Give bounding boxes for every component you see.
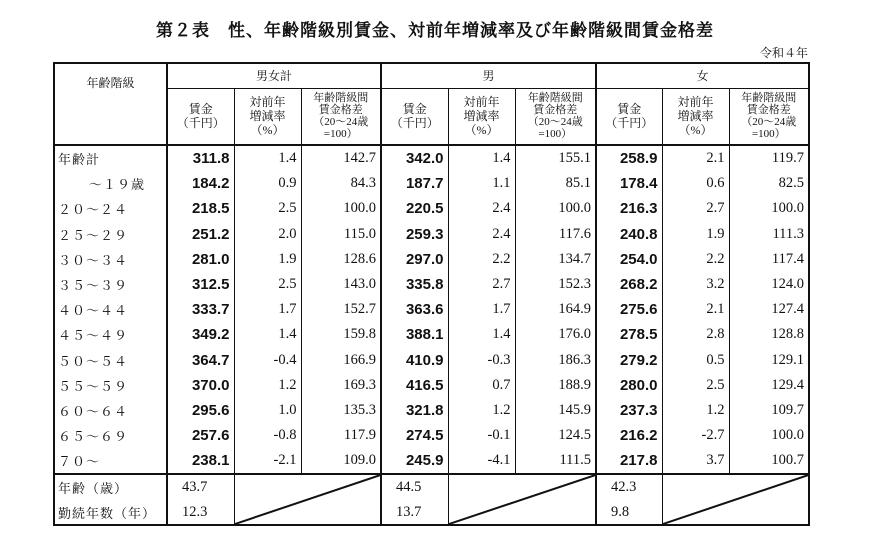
age-label: ２０〜２４ xyxy=(54,196,167,221)
wage-gap-male: 176.0 xyxy=(515,322,596,347)
wage-header-unit: （千円） xyxy=(605,116,654,131)
header-text-line: （20〜24歳 xyxy=(313,116,369,129)
change-rate-both: 1.2 xyxy=(234,373,301,398)
age-label: ３０〜３４ xyxy=(54,247,167,272)
wage-both: 311.8 xyxy=(167,145,234,171)
wage-header-male xyxy=(381,88,448,145)
change-rate-female: 2.7 xyxy=(662,196,729,221)
wage-both: 349.2 xyxy=(167,322,234,347)
footer-value-female: 9.8 xyxy=(596,500,662,526)
table-row xyxy=(54,448,809,474)
table-row xyxy=(54,373,809,398)
change-rate-female: 2.2 xyxy=(662,247,729,272)
change-rate-both: -2.1 xyxy=(234,448,301,474)
footer-value-male: 44.5 xyxy=(381,474,448,500)
change-rate-female: 1.2 xyxy=(662,398,729,423)
change-header-male xyxy=(448,88,515,145)
age-label: ５５〜５９ xyxy=(54,373,167,398)
gap-header-female xyxy=(729,88,809,145)
wage-female: 240.8 xyxy=(596,222,662,247)
footer-value-both: 12.3 xyxy=(167,500,234,526)
wage-gap-female: 119.7 xyxy=(729,145,809,171)
header-text-line: 増減率 xyxy=(677,109,714,124)
wage-both: 333.7 xyxy=(167,297,234,322)
footer-value-both: 43.7 xyxy=(167,474,234,500)
wage-gap-female: 111.3 xyxy=(729,222,809,247)
wage-gap-female: 100.7 xyxy=(729,448,809,474)
diagonal-line xyxy=(449,475,596,524)
change-rate-both: 0.9 xyxy=(234,171,301,196)
wage-gap-male: 100.0 xyxy=(515,196,596,221)
age-label: 年齢計 xyxy=(54,145,167,171)
diagonal-blank-cell xyxy=(448,474,596,525)
wage-gap-both: 109.0 xyxy=(301,448,381,474)
change-rate-male: 2.2 xyxy=(448,247,515,272)
change-rate-female: 2.1 xyxy=(662,297,729,322)
change-rate-male: 1.7 xyxy=(448,297,515,322)
wage-male: 187.7 xyxy=(381,171,448,196)
wage-header-unit: （千円） xyxy=(176,116,225,131)
change-rate-female: 3.7 xyxy=(662,448,729,474)
wage-female: 268.2 xyxy=(596,272,662,297)
header-text-line: 賃金格差 xyxy=(746,104,791,117)
wage-gap-female: 117.4 xyxy=(729,247,809,272)
wage-gap-both: 128.6 xyxy=(301,247,381,272)
wage-gap-male: 145.9 xyxy=(515,398,596,423)
wage-gap-female: 100.0 xyxy=(729,196,809,221)
diagonal-blank-cell xyxy=(662,474,809,525)
header-text-line: 対前年 xyxy=(249,95,286,110)
wage-male: 297.0 xyxy=(381,247,448,272)
wage-both: 257.6 xyxy=(167,423,234,448)
change-rate-male: 2.4 xyxy=(448,222,515,247)
wage-gap-both: 84.3 xyxy=(301,171,381,196)
age-label: 〜１９歳 xyxy=(54,171,167,196)
wage-gap-male: 188.9 xyxy=(515,373,596,398)
change-rate-both: 1.4 xyxy=(234,145,301,171)
wage-male: 416.5 xyxy=(381,373,448,398)
wage-male: 245.9 xyxy=(381,448,448,474)
wage-female: 275.6 xyxy=(596,297,662,322)
header-text-line: 対前年 xyxy=(677,95,714,110)
wage-male: 342.0 xyxy=(381,145,448,171)
wage-gap-both: 143.0 xyxy=(301,272,381,297)
wage-header-line: 賃金 xyxy=(617,102,642,117)
age-label: ５０〜５４ xyxy=(54,348,167,373)
wage-gap-both: 135.3 xyxy=(301,398,381,423)
wage-female: 216.3 xyxy=(596,196,662,221)
wage-male: 259.3 xyxy=(381,222,448,247)
header-text-line: 年齢階級間 xyxy=(313,92,369,105)
wage-header-both xyxy=(167,88,234,145)
wage-male: 220.5 xyxy=(381,196,448,221)
wage-both: 184.2 xyxy=(167,171,234,196)
change-rate-both: -0.4 xyxy=(234,348,301,373)
wage-both: 281.0 xyxy=(167,247,234,272)
header-text-line: 増減率 xyxy=(249,109,286,124)
change-rate-male: 1.4 xyxy=(448,322,515,347)
header-text-line: 賃金格差 xyxy=(318,104,363,117)
change-rate-both: 1.0 xyxy=(234,398,301,423)
wage-female: 279.2 xyxy=(596,348,662,373)
wage-female: 254.0 xyxy=(596,247,662,272)
wage-gap-both: 115.0 xyxy=(301,222,381,247)
header-text-line: （%） xyxy=(464,123,499,138)
wage-gap-both: 100.0 xyxy=(301,196,381,221)
wage-header-female xyxy=(596,88,662,145)
wage-male: 388.1 xyxy=(381,322,448,347)
age-label: ７０〜 xyxy=(54,448,167,474)
wage-gap-male: 85.1 xyxy=(515,171,596,196)
change-rate-both: 1.7 xyxy=(234,297,301,322)
wage-female: 217.8 xyxy=(596,448,662,474)
wage-male: 335.8 xyxy=(381,272,448,297)
age-label: ２５〜２９ xyxy=(54,222,167,247)
change-rate-male: 0.7 xyxy=(448,373,515,398)
table-row xyxy=(54,398,809,423)
change-rate-male: 1.1 xyxy=(448,171,515,196)
table-row xyxy=(54,196,809,221)
table-row xyxy=(54,348,809,373)
age-class-header: 年齢階級 xyxy=(54,63,167,145)
wage-gap-male: 111.5 xyxy=(515,448,596,474)
change-rate-male: 2.7 xyxy=(448,272,515,297)
wage-both: 312.5 xyxy=(167,272,234,297)
table-row xyxy=(54,171,809,196)
wage-male: 274.5 xyxy=(381,423,448,448)
change-rate-female: 2.5 xyxy=(662,373,729,398)
wage-gap-female: 127.4 xyxy=(729,297,809,322)
wage-gap-female: 128.8 xyxy=(729,322,809,347)
diagonal-blank-cell xyxy=(234,474,381,525)
change-rate-female: 0.6 xyxy=(662,171,729,196)
era-label: 令和４年 xyxy=(759,46,808,60)
group-header-female: 女 xyxy=(596,63,809,88)
age-label: ４５〜４９ xyxy=(54,322,167,347)
change-rate-female: -2.7 xyxy=(662,423,729,448)
change-rate-female: 1.9 xyxy=(662,222,729,247)
wage-both: 295.6 xyxy=(167,398,234,423)
diagonal-line xyxy=(663,475,809,524)
header-text-line: 年齢階級間 xyxy=(527,92,583,105)
header-text-line: （20〜24歳 xyxy=(741,116,797,129)
table-row xyxy=(54,145,809,171)
wage-gap-female: 100.0 xyxy=(729,423,809,448)
change-header-both xyxy=(234,88,301,145)
table-row xyxy=(54,247,809,272)
gap-header-male xyxy=(515,88,596,145)
wage-both: 251.2 xyxy=(167,222,234,247)
table-title: 第２表 性、年齢階級別賃金、対前年増減率及び年齢階級間賃金格差 xyxy=(156,21,714,40)
footer-value-female: 42.3 xyxy=(596,474,662,500)
gap-header-both xyxy=(301,88,381,145)
footer-label: 年齢（歳） xyxy=(54,474,167,500)
footer-value-male: 13.7 xyxy=(381,500,448,526)
diagonal-line xyxy=(235,475,381,524)
change-rate-both: 1.9 xyxy=(234,247,301,272)
header-text-line: =100） xyxy=(751,128,786,141)
wage-gap-male: 152.3 xyxy=(515,272,596,297)
header-text-line: 増減率 xyxy=(463,109,500,124)
wage-gap-both: 142.7 xyxy=(301,145,381,171)
wage-gap-both: 169.3 xyxy=(301,373,381,398)
wage-male: 321.8 xyxy=(381,398,448,423)
wage-gap-female: 129.4 xyxy=(729,373,809,398)
table-row xyxy=(54,272,809,297)
wage-male: 363.6 xyxy=(381,297,448,322)
wage-gap-male: 134.7 xyxy=(515,247,596,272)
change-rate-female: 2.8 xyxy=(662,322,729,347)
wage-both: 370.0 xyxy=(167,373,234,398)
wage-gap-male: 124.5 xyxy=(515,423,596,448)
header-text-line: （20〜24歳 xyxy=(527,116,583,129)
wage-gap-female: 82.5 xyxy=(729,171,809,196)
change-rate-both: 2.5 xyxy=(234,196,301,221)
change-rate-both: 2.0 xyxy=(234,222,301,247)
wage-header-unit: （千円） xyxy=(390,116,439,131)
change-rate-female: 2.1 xyxy=(662,145,729,171)
table-row xyxy=(54,322,809,347)
wage-gap-both: 117.9 xyxy=(301,423,381,448)
table-row xyxy=(54,222,809,247)
header-text-line: （%） xyxy=(678,123,713,138)
age-label: ３５〜３９ xyxy=(54,272,167,297)
wage-table xyxy=(53,62,810,526)
header-text-line: 年齢階級間 xyxy=(741,92,797,105)
change-rate-male: -0.1 xyxy=(448,423,515,448)
wage-female: 237.3 xyxy=(596,398,662,423)
wage-both: 238.1 xyxy=(167,448,234,474)
footer-label: 勤続年数（年） xyxy=(54,500,167,526)
table-row xyxy=(54,423,809,448)
footer-row xyxy=(54,474,809,500)
change-rate-female: 0.5 xyxy=(662,348,729,373)
change-rate-male: 1.2 xyxy=(448,398,515,423)
group-header-both: 男女計 xyxy=(167,63,381,88)
wage-both: 364.7 xyxy=(167,348,234,373)
age-label: ６０〜６４ xyxy=(54,398,167,423)
header-text-line: =100） xyxy=(538,128,573,141)
header-text-line: （%） xyxy=(250,123,285,138)
change-rate-female: 3.2 xyxy=(662,272,729,297)
wage-male: 410.9 xyxy=(381,348,448,373)
change-rate-male: -4.1 xyxy=(448,448,515,474)
wage-gap-male: 155.1 xyxy=(515,145,596,171)
wage-gap-female: 109.7 xyxy=(729,398,809,423)
wage-gap-both: 152.7 xyxy=(301,297,381,322)
wage-female: 278.5 xyxy=(596,322,662,347)
change-rate-male: 2.4 xyxy=(448,196,515,221)
wage-gap-female: 124.0 xyxy=(729,272,809,297)
change-rate-male: 1.4 xyxy=(448,145,515,171)
change-rate-both: -0.8 xyxy=(234,423,301,448)
group-header-male: 男 xyxy=(381,63,596,88)
wage-both: 218.5 xyxy=(167,196,234,221)
change-rate-both: 1.4 xyxy=(234,322,301,347)
wage-female: 258.9 xyxy=(596,145,662,171)
change-header-female xyxy=(662,88,729,145)
wage-gap-male: 117.6 xyxy=(515,222,596,247)
wage-header-line: 賃金 xyxy=(402,102,427,117)
table-row xyxy=(54,297,809,322)
age-label: ４０〜４４ xyxy=(54,297,167,322)
change-rate-both: 2.5 xyxy=(234,272,301,297)
wage-gap-male: 164.9 xyxy=(515,297,596,322)
wage-gap-both: 166.9 xyxy=(301,348,381,373)
wage-gap-male: 186.3 xyxy=(515,348,596,373)
age-label: ６５〜６９ xyxy=(54,423,167,448)
header-text-line: =100） xyxy=(323,128,358,141)
wage-header-line: 賃金 xyxy=(188,102,213,117)
wage-gap-female: 129.1 xyxy=(729,348,809,373)
wage-female: 216.2 xyxy=(596,423,662,448)
change-rate-male: -0.3 xyxy=(448,348,515,373)
header-text-line: 賃金格差 xyxy=(533,104,578,117)
wage-female: 178.4 xyxy=(596,171,662,196)
header-text-line: 対前年 xyxy=(463,95,500,110)
wage-female: 280.0 xyxy=(596,373,662,398)
wage-gap-both: 159.8 xyxy=(301,322,381,347)
